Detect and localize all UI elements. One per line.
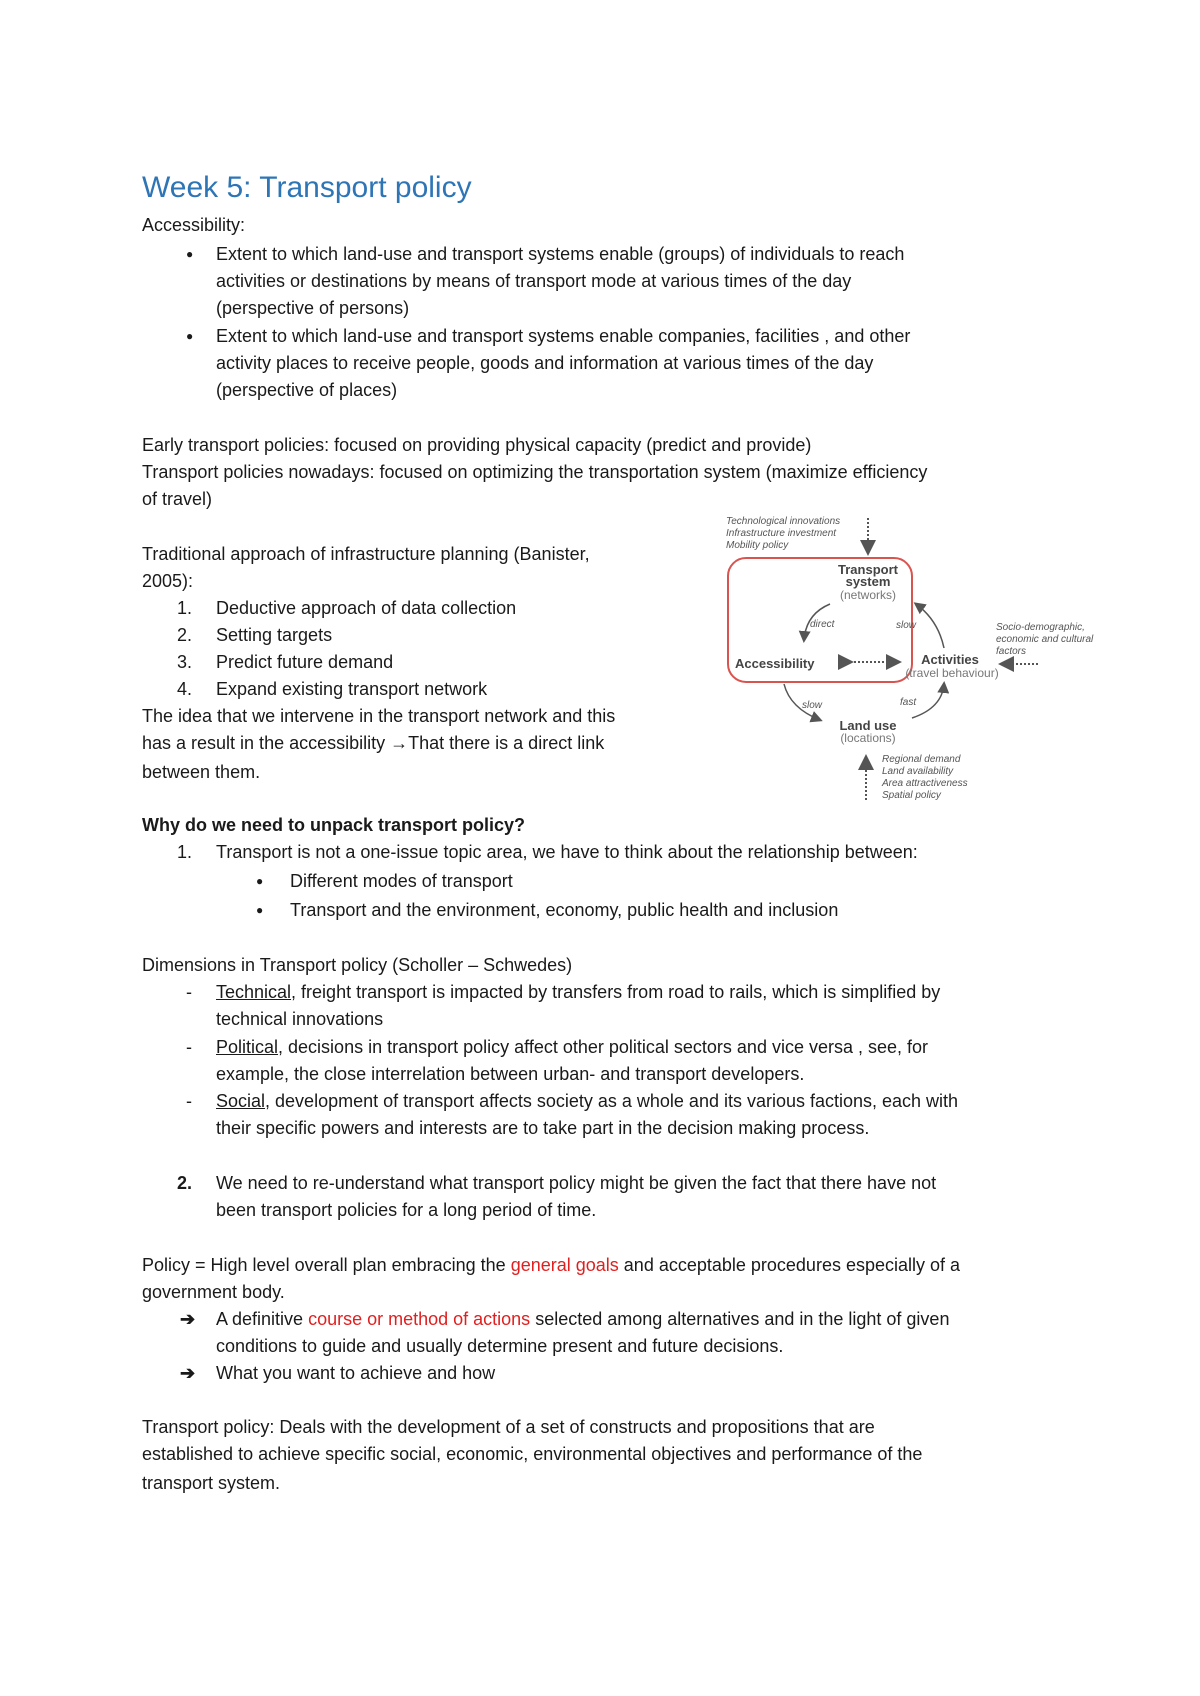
right-arrow-icon: ➔ (180, 1309, 196, 1329)
second-line2: been transport policies for a long period of time. (216, 1200, 597, 1220)
early-policies: Early transport policies: focused on providing physical capacity (predict and provide) (142, 435, 812, 455)
bullet-icon: ● (186, 247, 194, 261)
step-text: Deductive approach of data collection (216, 598, 517, 618)
accessibility-bullet2-line3: (perspective of places) (216, 380, 398, 400)
activities-node: Activities (921, 652, 979, 667)
dash-marker: - (186, 982, 192, 1002)
right-arrow-icon: ➔ (180, 1363, 196, 1383)
step-text: Expand existing transport network (216, 679, 488, 699)
idea-line2 (142, 732, 604, 754)
accessibility-bullet1-line1: Extent to which land-use and transport systems enable (groups) of individuals to reach (216, 244, 905, 264)
bottom-influence-1: Regional demand (882, 754, 961, 765)
technical-line2: technical innovations (216, 1009, 384, 1029)
travel-behaviour-label: (travel behaviour) (905, 666, 999, 680)
slow-bottom-label: slow (802, 700, 823, 711)
nowadays-policies-line1: Transport policies nowadays: focused on optimizing the transportation system (maximize efficiency (142, 462, 928, 482)
right-influence-3: factors (996, 646, 1027, 657)
step-number: 1. (176, 598, 192, 618)
bottom-influence-2: Land availability (882, 766, 954, 777)
social-key: Social (216, 1091, 266, 1111)
transport-accessibility-diagram (720, 512, 1120, 804)
slow-top-label: slow (896, 620, 917, 631)
policy-arrow1-highlight: course or method of actions (308, 1309, 531, 1329)
direct-label: direct (810, 619, 835, 630)
policy-arrow2: What you want to achieve and how (216, 1363, 496, 1383)
second-line1: We need to re-understand what transport policy might be given the fact that there have not (216, 1173, 937, 1193)
step-text: Setting targets (216, 625, 333, 645)
accessibility-bullet2-line1: Extent to which land-use and transport systems enable companies, facilities , and other (216, 326, 911, 346)
policy-def-text: Policy = High level overall plan embracing the (142, 1255, 511, 1275)
dimensions-heading: Dimensions in Transport policy (Scholler – Schwedes) (142, 955, 573, 975)
top-influence-3: Mobility policy (726, 540, 789, 551)
bullet-icon: ● (256, 874, 264, 888)
transport-label: Transport (838, 562, 898, 577)
dash-marker: - (186, 1037, 192, 1057)
locations-label: (locations) (840, 731, 896, 745)
policy-def-highlight: general goals (510, 1255, 619, 1275)
policy-arrow1-text-end: selected among alternatives and in the light of given (530, 1309, 950, 1329)
technical-text: , freight transport is impacted by transfers from road to rails, which is simplified by (291, 982, 941, 1002)
policy-arrow1-line2: conditions to guide and usually determine present and future decisions. (216, 1336, 784, 1356)
top-influence-2: Infrastructure investment (726, 528, 837, 539)
bottom-influence-3: Area attractiveness (882, 778, 968, 789)
unpack-sub1: Different modes of transport (290, 871, 513, 891)
bottom-influence-4: Spatial policy (882, 790, 941, 801)
political-line1 (216, 1036, 928, 1058)
policy-definition-line1 (142, 1254, 960, 1276)
policy-definition-line2: government body. (142, 1282, 285, 1302)
slow-top-arrow (916, 604, 944, 648)
system-label: system (845, 574, 891, 589)
political-key: Political (216, 1037, 279, 1057)
technical-key: Technical (216, 982, 292, 1002)
step-number: 3. (176, 652, 192, 672)
policy-arrow1-text: A definitive (216, 1309, 309, 1329)
unpack-heading: Why do we need to unpack transport policy? (142, 815, 526, 835)
social-text: , development of transport affects society as a whole and its various factions, each with (265, 1091, 959, 1111)
traditional-heading-line2: 2005): (142, 571, 194, 591)
policy-arrow1-line1 (216, 1308, 949, 1330)
accessibility-bullet1-line3: (perspective of persons) (216, 298, 410, 318)
social-line1 (216, 1090, 958, 1112)
bullet-icon: ● (186, 329, 194, 343)
idea-line2-continuation: That there is a direct link (408, 733, 605, 753)
idea-line2-text: has a result in the accessibility (142, 733, 391, 753)
social-line2: their specific powers and interests are to take part in the decision making process. (216, 1118, 870, 1138)
step-number: 2. (176, 625, 192, 645)
top-influence-1: Technological innovations (726, 516, 841, 527)
accessibility-node: Accessibility (735, 656, 815, 671)
land-use-node: Land use (839, 718, 897, 733)
accessibility-bullet1-line2: activities or destinations by means of transport mode at various times of the day (216, 271, 852, 291)
step-text: Predict future demand (216, 652, 394, 672)
networks-label: (networks) (839, 588, 897, 602)
political-text: , decisions in transport policy affect other political sectors and vice versa , see, for (278, 1037, 929, 1057)
unpack-item1: Transport is not a one-issue topic area, we have to think about the relationship between: (216, 842, 918, 862)
fast-arrow (912, 684, 944, 718)
policy-def-text-end: and acceptable procedures especially of a (618, 1255, 961, 1275)
right-arrow-icon: → (390, 733, 409, 753)
technical-line1 (216, 981, 940, 1003)
accessibility-heading: Accessibility: (142, 215, 246, 235)
transport-policy-line2: established to achieve specific social, economic, environmental objectives and performance of the (142, 1444, 923, 1464)
fast-label: fast (900, 697, 917, 708)
accessibility-bullet2-line2: activity places to receive people, goods and information at various times of the day (216, 353, 874, 373)
idea-line1: The idea that we intervene in the transport network and this (142, 706, 616, 726)
political-line2: example, the close interrelation between urban- and transport developers. (216, 1064, 805, 1084)
dash-marker: - (186, 1091, 192, 1111)
second-number: 2. (176, 1173, 192, 1193)
idea-line3: between them. (142, 762, 261, 782)
transport-policy-line1: Transport policy: Deals with the development of a set of constructs and propositions that are (142, 1417, 875, 1437)
nowadays-policies-line2: of travel) (142, 489, 213, 509)
traditional-heading-line1: Traditional approach of infrastructure planning (Banister, (142, 544, 590, 564)
page-title: Week 5: Transport policy (142, 171, 472, 204)
right-influence-2: economic and cultural (996, 634, 1094, 645)
step-number: 4. (176, 679, 192, 699)
right-influence-1: Socio-demographic, (996, 622, 1085, 633)
unpack-sub2: Transport and the environment, economy, public health and inclusion (290, 900, 839, 920)
bullet-icon: ● (256, 903, 264, 917)
unpack-number: 1. (176, 842, 192, 862)
transport-policy-line3: transport system. (142, 1473, 281, 1493)
